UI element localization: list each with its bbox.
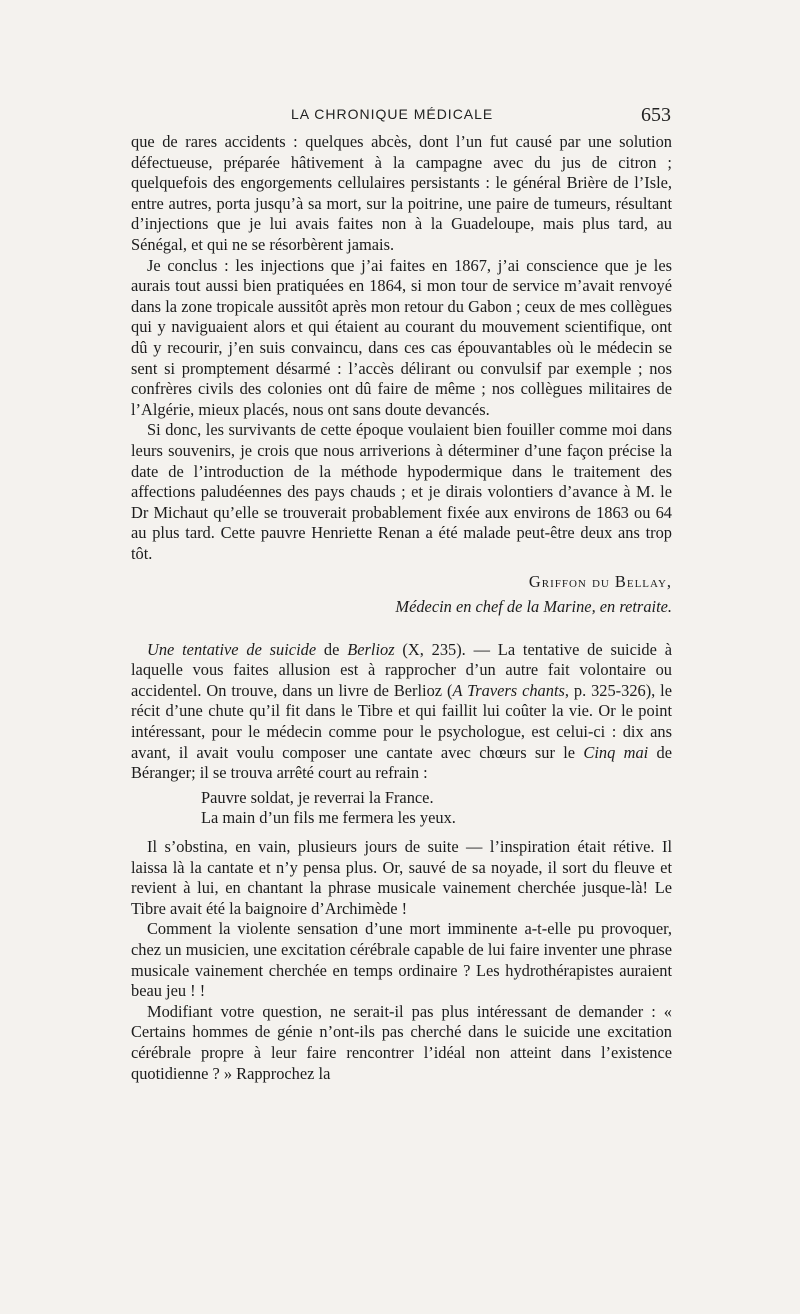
paragraph-3: Si donc, les survivants de cette époque voulaient bien fouiller comme moi dans leurs souvenirs, je crois que nous arriverions à déterminer d’une façon précise la date de l’introduction de la méthode hypodermique dans le traitement des affections paludéennes des pays chauds ; et je dirais volontiers d’avance à M. le Dr Michaut qu’elle se trouverait probablement fixée aux environs de 1863 ou 64 au plus tard. Cette pauvre Henriette Renan a été malade peut-être deux ans trop tôt. (131, 420, 672, 563)
paragraph-5: Il s’obstina, en vain, plusieurs jours de suite — l’inspiration était rétive. Il laissa là la cantate et n’y pensa plus. Or, sauvé de sa noyade, il sort du fleuve et revient à lui, en chantant la phrase musicale vainement cherchée jusque-là! Le Tibre avait été la baignoire d’Archimède ! (131, 837, 672, 918)
section-gap (131, 618, 672, 640)
signature-role: Médecin en chef de la Marine, en retraite. (395, 597, 672, 617)
verse-line-2: La main d’un fils me fermera les yeux. (201, 808, 456, 828)
article-paragraph (131, 640, 672, 784)
page-number: 653 (641, 104, 671, 126)
verse-line-1: Pauvre soldat, je reverrai la France. (201, 787, 434, 807)
article-after-cantata: de Béranger; il se trouva arrêté court au refrain : (131, 742, 672, 783)
article-title: Une tentative de suicide (147, 639, 317, 659)
book-title: A Travers chants (452, 680, 565, 700)
page-body (131, 132, 672, 1084)
signature-block (131, 572, 672, 617)
running-title: LA CHRONIQUE MÉDICALE (291, 106, 494, 122)
paragraph-7: Modifiant votre question, ne serait-il pas plus intéressant de demander : « Certains hommes de génie n’ont-ils pas cherché dans le suicide une excitation cérébrale propre à leur faire rencontrer l’idéal non atteint dans l’existence quotidienne ? » Rapprochez la (131, 1001, 672, 1083)
article-title-de: de (316, 639, 348, 659)
paragraph-2: Je conclus : les injections que j’ai faites en 1867, j’ai conscience que je les aurais tout aussi bien pratiquées en 1864, si mon tour de service m’avait renvoyé dans la zone tropicale aussitôt après mon retour du Gabon ; ceux de mes collègues qui y naviguaient alors et qui étaient au courant du mouvement scientifique, ont dû y recourir, j’en suis convaincu, dans ces cas épouvantables où le médecin se sent si promptement désarmé : l’accès délirant ou convulsif par exemple ; nos confrères civils des colonies ont dû faire de même ; nos collègues militaires de l’Algérie, mieux placés, nous ont sans doute devancés. (131, 255, 672, 419)
paragraph-6: Comment la violente sensation d’une mort imminente a-t-elle pu provoquer, chez un musicien, une excitation cérébrale capable de lui faire inventer une phrase musicale vainement cherchée en temps ordinaire ? Les hydrothérapistes auraient beau jeu ! ! (131, 919, 672, 1001)
article-title-author: Berlioz (347, 639, 395, 659)
article-after-book: , p. 325-326), le récit d’une chute qu’il fit dans le Tibre et qui faillit lui coûter la vie. Or le point intéressant, pour le médecin comme pour le psychologue, est celui-ci : dix ans avant, il avait voulu composer une cantate avec chœurs sur le (131, 680, 673, 762)
article-ref: (X, 235). — La tentative de suicide à laquelle vous faites allusion est à rapprocher d’un autre fait volontaire ou accidentel. On trouve, dans un livre de Berlioz ( (131, 639, 672, 700)
signature-name: Griffon du Bellay, (528, 572, 672, 592)
paragraph-1: que de rares accidents : quelques abcès, dont l’un fut causé par une solution défectueuse, préparée hâtivement à la campagne avec du jus de citron ; quelquefois des engorgements cellulaires persistants : le général Brière de l’Isle, entre autres, porta jusqu’à sa mort, sur la poitrine, une paire de tumeurs, résultant d’injections que je lui avais faites non à la Guadeloupe, mais plus tard, au Sénégal, et qui ne se résorbèrent jamais. (131, 132, 672, 254)
verse-block (201, 788, 672, 829)
cantata-title: Cinq mai (583, 742, 649, 762)
page-header (131, 104, 671, 128)
